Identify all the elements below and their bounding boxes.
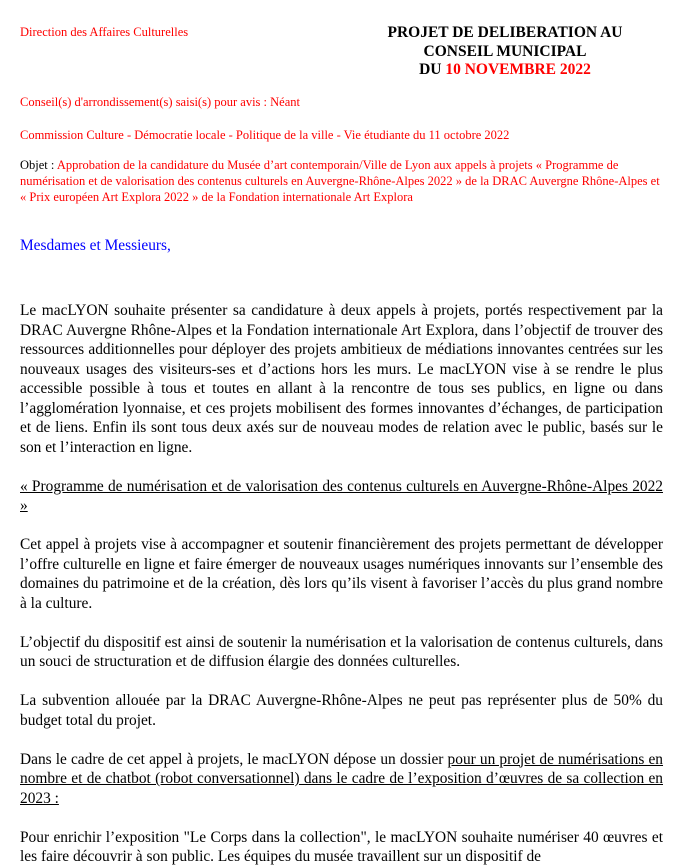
paragraph-objectif: L’objectif du dispositif est ainsi de soutenir la numérisation et la valorisation de contenus culturels, dans un souci de structuration et de diffusion élargie des données culturelles. bbox=[20, 633, 663, 670]
salutation: Mesdames et Messieurs, bbox=[20, 237, 171, 254]
objet-label: Objet : bbox=[20, 158, 57, 172]
title-line-1: PROJET DE DELIBERATION AU bbox=[387, 24, 623, 41]
title-line-3 bbox=[340, 61, 670, 80]
dossier-text: Dans le cadre de cet appel à projets, le macLYON dépose un dossier bbox=[20, 750, 448, 768]
paragraph-exposition: Pour enrichir l’exposition "Le Corps dans la collection", le macLYON souhaite numériser 40 œuvres et les faire découvrir à son public. Les équipes du musée travaillent sur un dispositif de bbox=[20, 828, 663, 865]
paragraph-subvention: La subvention allouée par la DRAC Auvergne-Rhône-Alpes ne peut pas représenter plus de 50% du budget total du projet. bbox=[20, 692, 663, 729]
paragraph-appel: Cet appel à projets vise à accompagner et soutenir financièrement des projets permettant de développer l’offre culturelle en ligne et faire émerger de nouveaux usages numériques innovants sur l’ensemble des domaines du patrimoine et de la création, dès lors qu’ils visent à favoriser l’accès du plus grand nombre à la culture. bbox=[20, 536, 663, 612]
objet-text: Approbation de la candidature du Musée d’art contemporain/Ville de Lyon aux appels à projets « Programme de numérisation et de valorisation des contenus culturels en Auvergne-Rhône-Alpes 2022 » de la DRAC Auvergne Rhône-Alpes et « Prix européen Art Explora 2022 » de la Fondation internationale Art Explora bbox=[20, 158, 660, 204]
dossier-project: pour un projet de numérisations en nombre et de chatbot (robot conversationnel) dans le cadre de l’exposition d’œuvres de sa collection en 2023 : bbox=[20, 750, 664, 807]
commission-line: Commission Culture - Démocratie locale - Politique de la ville - Vie étudiante du 11 octobre 2022 bbox=[20, 128, 510, 142]
title-line-2: CONSEIL MUNICIPAL bbox=[423, 42, 587, 60]
document-body bbox=[20, 301, 663, 867]
objet-block bbox=[20, 157, 665, 205]
paragraph-intro: Le macLYON souhaite présenter sa candidature à deux appels à projets, portés respectivement par la DRAC Auvergne Rhône-Alpes et la Fondation internationale Art Explora, dans l’objectif de trouver des ressources additionnelles pour déployer des projets ambitieux de médiations innovantes centrées sur les nouveaux usages des visiteurs-ses et d’actions hors les murs. Le macLYON vise à se rendre le plus accessible possible à tous et toutes en allant à la rencontre de tous ses publics, en ligne ou dans l’agglomération lyonnaise, et ces projets mobilisent des formes innovantes d’échanges, de participation et de liens. Enfin ils sont tous deux axés sur de nouveau modes de relation avec le public, basés sur le son et l’interaction en ligne. bbox=[20, 302, 663, 456]
direction-label: Direction des Affaires Culturelles bbox=[20, 25, 189, 39]
page-title bbox=[340, 24, 670, 80]
meeting-date: 10 NOVEMBRE 2022 bbox=[445, 61, 591, 78]
conseil-line: Conseil(s) d'arrondissement(s) saisi(s) pour avis : Néant bbox=[20, 95, 300, 109]
title-du: DU bbox=[419, 61, 446, 78]
section-heading: « Programme de numérisation et de valorisation des contenus culturels en Auvergne-Rhône-Alpes 2022 » bbox=[20, 477, 663, 514]
paragraph-dossier bbox=[20, 750, 663, 809]
